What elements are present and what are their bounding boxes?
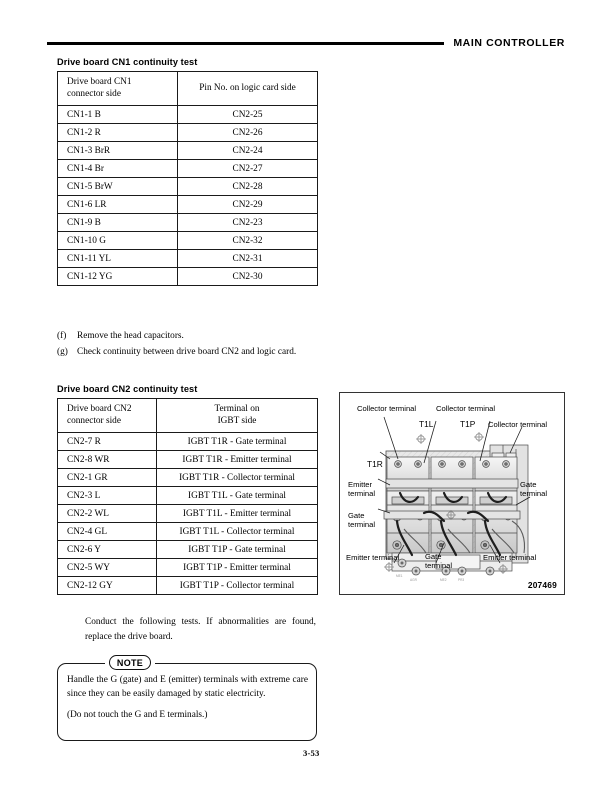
column-header-terminal <box>157 399 318 433</box>
cell-pin: CN2-23 <box>178 214 318 232</box>
cell-pin: CN2-24 <box>178 142 318 160</box>
cell-connector: CN1-1 B <box>58 106 178 124</box>
column-header-connector-line2: connector side <box>67 415 121 426</box>
figure-label-emitter-terminal-bottom-left: Emitter terminal <box>346 553 400 562</box>
column-header-connector <box>58 399 157 433</box>
figure-label-module-t1l: T1L <box>419 419 434 429</box>
svg-text:ME1: ME1 <box>396 574 403 578</box>
figure-label-collector-terminal-1: Collector terminal <box>357 404 417 413</box>
step-text: Remove the head capacitors. <box>77 331 184 341</box>
procedure-step <box>57 329 325 343</box>
table-row <box>58 142 318 160</box>
cell-connector: CN1-9 B <box>58 214 178 232</box>
table-row <box>58 196 318 214</box>
table-row <box>58 433 318 451</box>
cell-terminal: IGBT T1L - Gate terminal <box>157 487 318 505</box>
note-parenthetical: (Do not touch the G and E terminals.) <box>67 709 208 720</box>
figure-label-collector-terminal-2: Collector terminal <box>436 404 496 413</box>
igbt-module-figure <box>339 392 565 595</box>
page-header <box>47 33 565 53</box>
table-row <box>58 124 318 142</box>
cell-pin: CN2-32 <box>178 232 318 250</box>
table-row <box>58 469 318 487</box>
cell-terminal: IGBT T1P - Emitter terminal <box>157 559 318 577</box>
section-heading-cn2: Drive board CN2 continuity test <box>57 384 198 394</box>
cell-pin: CN2-27 <box>178 160 318 178</box>
column-header-pin: Pin No. on logic card side <box>178 72 318 106</box>
figure-label-module-t1r: T1R <box>367 459 383 469</box>
cell-terminal: IGBT T1L - Collector terminal <box>157 523 318 541</box>
cell-terminal: IGBT T1L - Emitter terminal <box>157 505 318 523</box>
figure-label-collector-terminal-3: Collector terminal <box>488 420 548 429</box>
table-row <box>58 232 318 250</box>
procedure-steps <box>57 329 325 361</box>
table-row <box>58 505 318 523</box>
table-row <box>58 178 318 196</box>
cell-terminal: IGBT T1P - Gate terminal <box>157 541 318 559</box>
table-row <box>58 268 318 286</box>
cell-connector: CN1-12 YG <box>58 268 178 286</box>
svg-text:PR3: PR3 <box>458 578 465 582</box>
svg-text:ME2: ME2 <box>440 578 447 582</box>
step-marker: (g) <box>57 347 68 358</box>
cell-pin: CN2-31 <box>178 250 318 268</box>
figure-label-emitter-terminal-left: Emitter terminal <box>348 480 376 498</box>
table-cn2-continuity <box>57 398 318 595</box>
table-header-row <box>58 399 318 433</box>
column-header-terminal-line1: Terminal on <box>214 404 260 414</box>
conduct-tests-paragraph: Conduct the following tests. If abnormalities are found, replace the drive board. <box>85 617 316 642</box>
cell-pin: CN2-28 <box>178 178 318 196</box>
column-header-connector-line1: Drive board CN1 <box>67 77 132 87</box>
figure-label-gate-terminal-left: Gate terminal <box>348 511 376 529</box>
table-header-row <box>58 72 318 106</box>
header-rule <box>47 42 444 45</box>
table-cn1-continuity <box>57 71 318 286</box>
figure-label-module-t1p: T1P <box>460 419 476 429</box>
table-row <box>58 541 318 559</box>
note-main-text: Handle the G (gate) and E (emitter) terminals with extreme care since they can be easily damaged by static electricity. <box>67 675 308 700</box>
procedure-step <box>57 345 325 359</box>
cell-connector: CN1-4 Br <box>58 160 178 178</box>
cell-connector: CN1-11 YL <box>58 250 178 268</box>
note-label: NOTE <box>109 655 151 670</box>
cell-connector: CN2-3 L <box>58 487 157 505</box>
cell-connector: CN2-12 GY <box>58 577 157 595</box>
table-row <box>58 106 318 124</box>
svg-text:AGR: AGR <box>410 578 417 582</box>
cell-connector: CN1-5 BrW <box>58 178 178 196</box>
cell-connector: CN2-7 R <box>58 433 157 451</box>
cell-connector: CN2-5 WY <box>58 559 157 577</box>
cell-connector: CN2-2 WL <box>58 505 157 523</box>
table-row <box>58 160 318 178</box>
figure-label-gate-terminal-right: Gate terminal <box>520 480 548 498</box>
step-text: Check continuity between drive board CN2 and logic card. <box>77 347 297 358</box>
column-header-terminal-line2: IGBT side <box>217 415 257 426</box>
cell-connector: CN2-4 GL <box>58 523 157 541</box>
cell-connector: CN1-3 BrR <box>58 142 178 160</box>
note-content <box>67 673 308 722</box>
cell-terminal: IGBT T1R - Gate terminal <box>157 433 318 451</box>
page-title: MAIN CONTROLLER <box>453 37 565 49</box>
cell-terminal: IGBT T1R - Emitter terminal <box>157 451 318 469</box>
step-marker: (f) <box>57 331 67 341</box>
table-row <box>58 577 318 595</box>
table-row <box>58 559 318 577</box>
cell-pin: CN2-25 <box>178 106 318 124</box>
table-row <box>58 523 318 541</box>
cell-terminal: IGBT T1P - Collector terminal <box>157 577 318 595</box>
figure-label-emitter-terminal-bottom-right: Emitter terminal <box>483 553 537 562</box>
figure-label-gate-terminal-bottom: Gate terminal <box>425 552 453 570</box>
table-row <box>58 451 318 469</box>
cell-connector: CN2-1 GR <box>58 469 157 487</box>
column-header-connector-line1: Drive board CN2 <box>67 404 132 414</box>
table-row <box>58 214 318 232</box>
cell-pin: CN2-30 <box>178 268 318 286</box>
cell-connector: CN1-2 R <box>58 124 178 142</box>
cell-terminal: IGBT T1R - Collector terminal <box>157 469 318 487</box>
column-header-connector-line2: connector side <box>67 88 121 99</box>
cell-connector: CN1-6 LR <box>58 196 178 214</box>
section-heading-cn1: Drive board CN1 continuity test <box>57 57 198 67</box>
cell-pin: CN2-29 <box>178 196 318 214</box>
table-row <box>58 487 318 505</box>
column-header-connector <box>58 72 178 106</box>
cell-connector: CN1-10 G <box>58 232 178 250</box>
page-footer: 3-53 <box>303 748 320 758</box>
table-row <box>58 250 318 268</box>
cell-pin: CN2-26 <box>178 124 318 142</box>
cell-connector: CN2-8 WR <box>58 451 157 469</box>
cell-connector: CN2-6 Y <box>58 541 157 559</box>
figure-number: 207469 <box>527 580 557 590</box>
